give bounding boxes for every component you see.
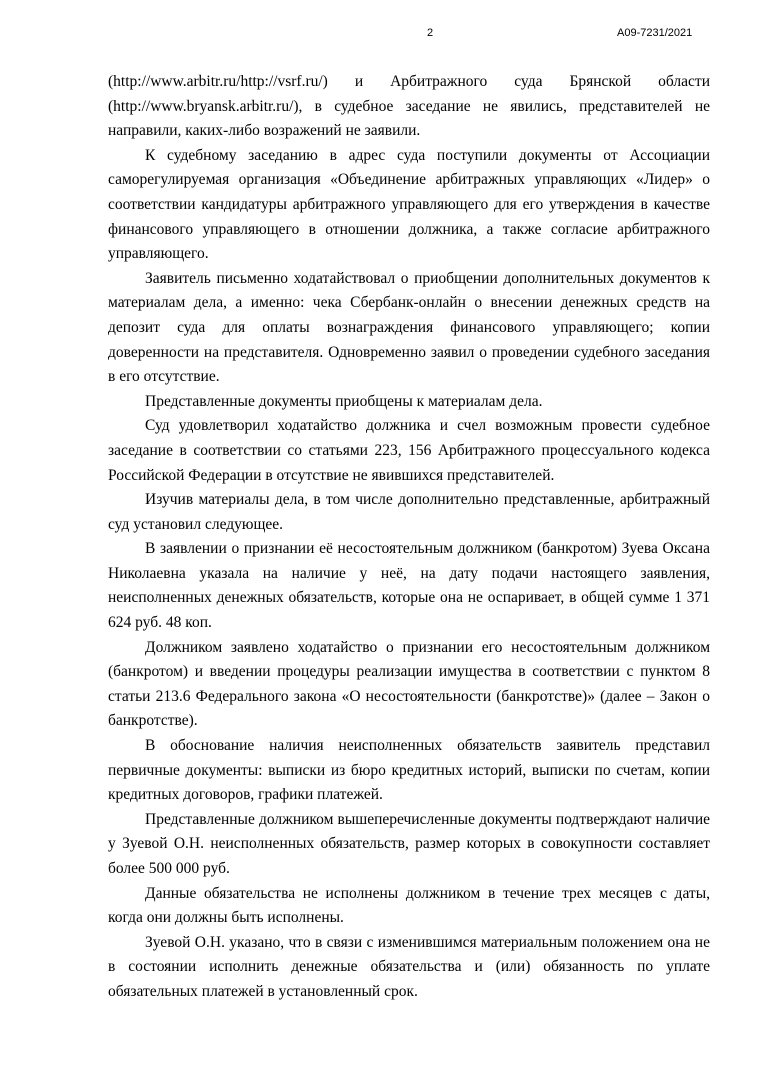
page-number: 2 <box>427 27 434 39</box>
paragraph: Данные обязательства не исполнены должником в течение трех месяцев с даты, когда они должны быть исполнены. <box>108 884 710 927</box>
paragraph: Изучив материалы дела, в том числе дополнительно представленные, арбитражный суд установил следующее. <box>108 491 710 533</box>
paragraph: К судебному заседанию в адрес суда поступили документы от Ассоциации саморегулируемая организация «Объединение арбитражных управляющих «Лидер» о соответствии кандидатуры арбитражного управляющего для его утверждения в качестве финансового управляющего в отношении должника, а также согласие арбитражного управляющего. <box>108 146 710 263</box>
document-body <box>108 70 710 1005</box>
paragraph: Представленные должником вышеперечисленные документы подтверждают наличие у Зуевой О.Н. неисполненных обязательств, размер которых в совокупности составляет более 500 000 руб. <box>108 810 710 877</box>
paragraph: Должником заявлено ходатайство о признании его несостоятельным должником (банкротом) и введении процедуры реализации имущества в соответствии с пунктом 8 статьи 213.6 Федерального закона «О несостоятельности (банкротстве)» (далее – Закон о банкротстве). <box>108 638 710 730</box>
paragraph: Зуевой О.Н. указано, что в связи с изменившимся материальным положением она не в состоянии исполнить денежные обязательства и (или) обязанность по уплате обязательных платежей в установленный срок. <box>108 933 710 1000</box>
paragraph: В обоснование наличия неисполненных обязательств заявитель представил первичные документы: выписки из бюро кредитных историй, выписки по счетам, копии кредитных договоров, графики платежей. <box>108 737 710 804</box>
paragraph: Представленные документы приобщены к материалам дела. <box>145 392 543 410</box>
paragraph: В заявлении о признании её несостоятельным должником (банкротом) Зуева Оксана Николаевна указала на наличие у неё, на дату подачи настоящего заявления, неисполненных денежных обязательств, которые она не оспаривает, в общей сумме 1 371 624 руб. 48 коп. <box>108 540 710 632</box>
paragraph: (http://www.arbitr.ru/http://vsrf.ru/) и Арбитражного суда Брянской области (http://www.bryansk.arbitr.ru/), в судебное заседание не явились, представителей не направили, каких-либо возражений не заявили. <box>108 73 710 140</box>
paragraph: Суд удовлетворил ходатайство должника и счел возможным провести судебное заседание в соответствии со статьями 223, 156 Арбитражного процессуального кодекса Российской Федерации в отсутствие не явившихся представителей. <box>108 417 710 484</box>
case-number: А09-7231/2021 <box>617 27 693 39</box>
paragraph: Заявитель письменно ходатайствовал о приобщении дополнительных документов к материалам дела, а именно: чека Сбербанк-онлайн о внесении денежных средств на депозит суда для оплаты вознаграждения финансового управляющего; копии доверенности на представителя. Одновременно заявил о проведении судебного заседания в его отсутствие. <box>108 269 710 386</box>
